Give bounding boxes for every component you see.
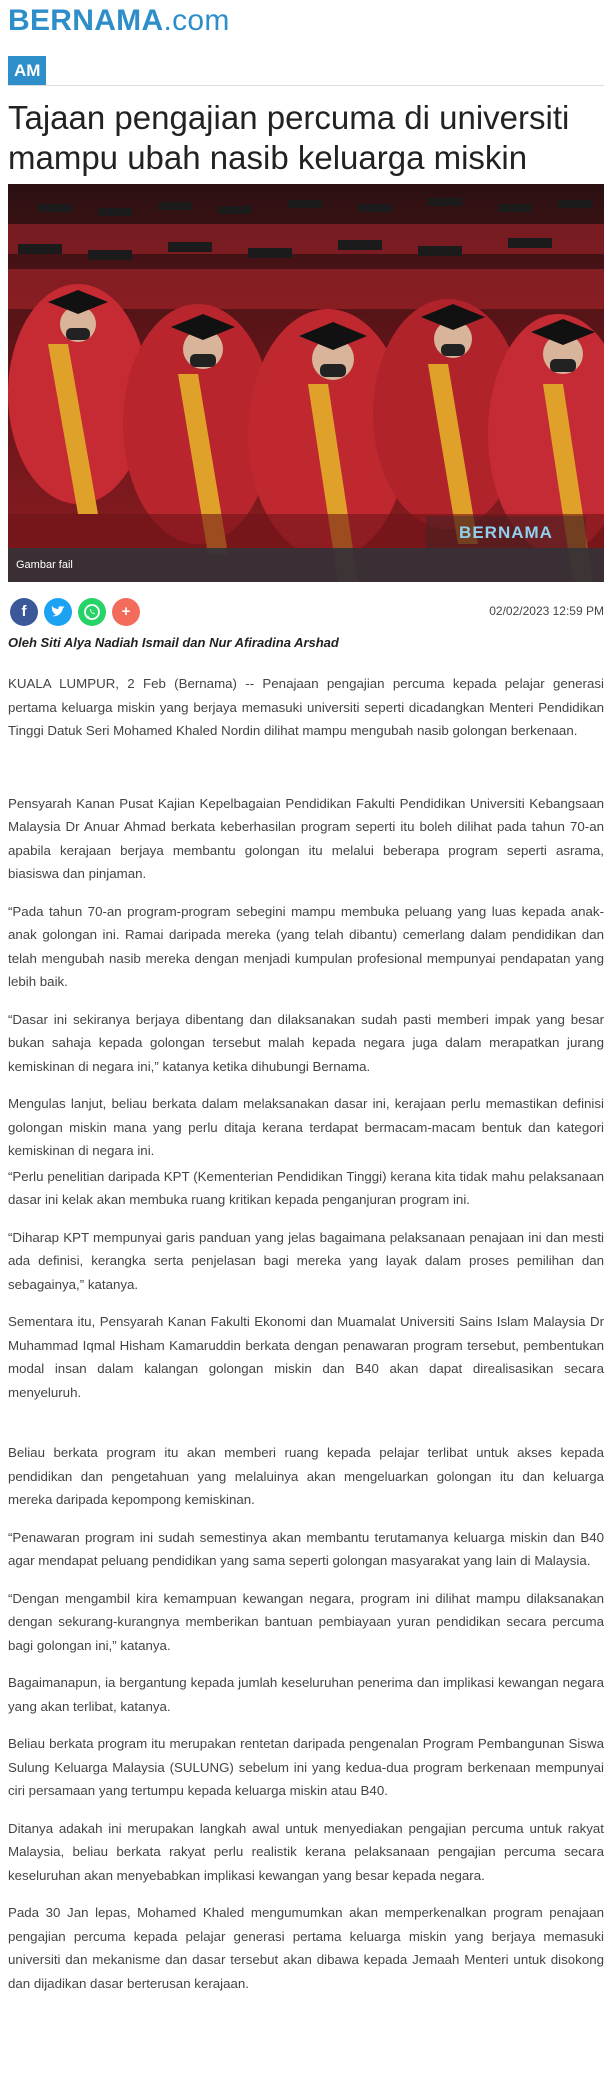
site-logo[interactable] [8, 0, 604, 44]
paragraph: Bagaimanapun, ia bergantung kepada jumlah keseluruhan penerima dan implikasi kewangan negara yang akan terlibat, katanya. [8, 1675, 604, 1714]
paragraph: Pensyarah Kanan Pusat Kajian Kepelbagaian Pendidikan Fakulti Pendidikan Universiti Kebangsaan Malaysia Dr Anuar Ahmad berkata keberhasilan program seperti itu boleh dilihat pada tahun 70-an apabila kerajaan berjaya membantu golongan itu melalui beberapa program seperti asrama, biasiswa dan pinjaman. [8, 795, 604, 881]
photo-caption: Gambar fail [8, 548, 604, 582]
paragraph: Sementara itu, Pensyarah Kanan Fakulti Ekonomi dan Muamalat Universiti Sains Islam Malaysia Dr Muhammad Iqmal Hisham Kamaruddin berkata dengan penawaran program tersebut, pembentukan modal insan dalam kalangan golongan miskin dan B40 akan dapat direalisasikan secara menyeluruh. [8, 1314, 604, 1400]
logo-suffix: .com [163, 4, 230, 37]
paragraph: “Penawaran program ini sudah semestinya akan membantu terutamanya keluarga miskin dan B40 agar mendapat peluang pendidikan yang sama seperti golongan masyarakat yang lain di Malaysia. [8, 1529, 604, 1568]
article-title: Tajaan pengajian percuma di universiti mampu ubah nasib keluarga miskin [8, 99, 570, 176]
photo-watermark: BERNAMA [426, 516, 586, 550]
paragraph: Ditanya adakah ini merupakan langkah awal untuk menyediakan pengajian percuma untuk rakyat Malaysia, beliau berkata rakyat perlu realistik kerana pelaksanaan pengajian percuma secara keseluruhan akan menyebabkan implikasi kewangan yang besar kepada negara. [8, 1820, 604, 1883]
paragraph: Pada 30 Jan lepas, Mohamed Khaled mengumumkan akan memperkenalkan program penajaan pengajian percuma kepada pelajar generasi pertama keluarga miskin yang berjaya memasuki universiti dan mekanisme dan dasar tersebut akan dibawa kepada Jemaah Menteri untuk disokong dan dijadikan dasar berterusan kerajaan. [8, 1905, 604, 1991]
paragraph: “Perlu penelitian daripada KPT (Kementerian Pendidikan Tinggi) kerana kita tidak mahu pelaksanaan dasar ini kelak akan membuka ruang kritikan kepada penganjuran program ini. [8, 1168, 604, 1207]
paragraph: KUALA LUMPUR, 2 Feb (Bernama) -- Penajaan pengajian percuma kepada pelajar generasi pertama keluarga miskin yang berjaya memasuki universiti seperti dicadangkan Menteri Pendidikan Tinggi Datuk Seri Mohamed Khaled Nordin dilihat mampu mengubah nasib golongan berkenaan. [8, 676, 604, 738]
section-badge[interactable]: AM [8, 56, 46, 85]
paragraph: “Dengan mengambil kira kemampuan kewangan negara, program ini dilihat mampu dilaksanakan dengan sekurang-kurangnya memberikan bantuan pembiayaan yuran pendidikan secara percuma bagi golongan ini,” katanya. [8, 1590, 604, 1653]
logo-text: BERNAMA [8, 4, 164, 37]
section-bar [8, 56, 604, 86]
share-bar [8, 598, 604, 634]
paragraph: Beliau berkata program itu akan memberi ruang kepada pelajar terlibat untuk akses kepada pendidikan dan pengetahuan yang melaluinya akan mengeluarkan golongan itu dan keluarga mereka daripada kepompong kemiskinan. [8, 1445, 604, 1507]
paragraph: “Dasar ini sekiranya berjaya dibentang dan dilaksanakan sudah pasti memberi impak yang besar bukan sahaja kepada golongan tersebut malah kepada negara juga dalam merapatkan jurang kemiskinan di negara ini,” katanya ketika dihubungi Bernama. [8, 1011, 604, 1074]
paragraph: Mengulas lanjut, beliau berkata dalam melaksanakan dasar ini, kerajaan perlu memastikan definisi golongan miskin mana yang perlu ditaja kerana terdapat bermacam-macam bentuk dan kategori kemiskinan di negara ini. [8, 1096, 604, 1158]
paragraph: Beliau berkata program itu merupakan rentetan daripada pengenalan Program Pembangunan Siswa Sulung Keluarga Malaysia (SULUNG) sebelum ini yang kedua-dua program berkenaan mempunyai ciri persamaan yang tertumpu kepada keluarga miskin atau B40. [8, 1736, 604, 1798]
facebook-icon[interactable]: f [10, 598, 38, 626]
article-body [8, 672, 604, 1995]
paragraph: “Pada tahun 70-an program-program sebegini mampu membuka peluang yang luas kepada anak-anak golongan ini. Ramai daripada mereka (yang telah dibantu) cemerlang dalam pendidikan dan telah mengubah nasib mereka dengan menjadi kumpulan profesional mempunyai pendapatan yang lebih baik. [8, 903, 604, 989]
paragraph: “Diharap KPT mempunyai garis panduan yang jelas bagaimana pelaksanaan penajaan ini dan mesti ada definisi, kerangka serta penjelasan bagi mereka yang layak dalam proses pemilihan dan sebagainya,” katanya. [8, 1229, 604, 1292]
whatsapp-icon[interactable] [78, 598, 106, 626]
byline: Oleh Siti Alya Nadiah Ismail dan Nur Afiradina Arshad [8, 635, 339, 650]
article-photo [8, 184, 604, 582]
twitter-icon[interactable] [44, 598, 72, 626]
publish-datetime: 02/02/2023 12:59 PM [489, 604, 604, 618]
plus-icon[interactable]: + [112, 598, 140, 626]
